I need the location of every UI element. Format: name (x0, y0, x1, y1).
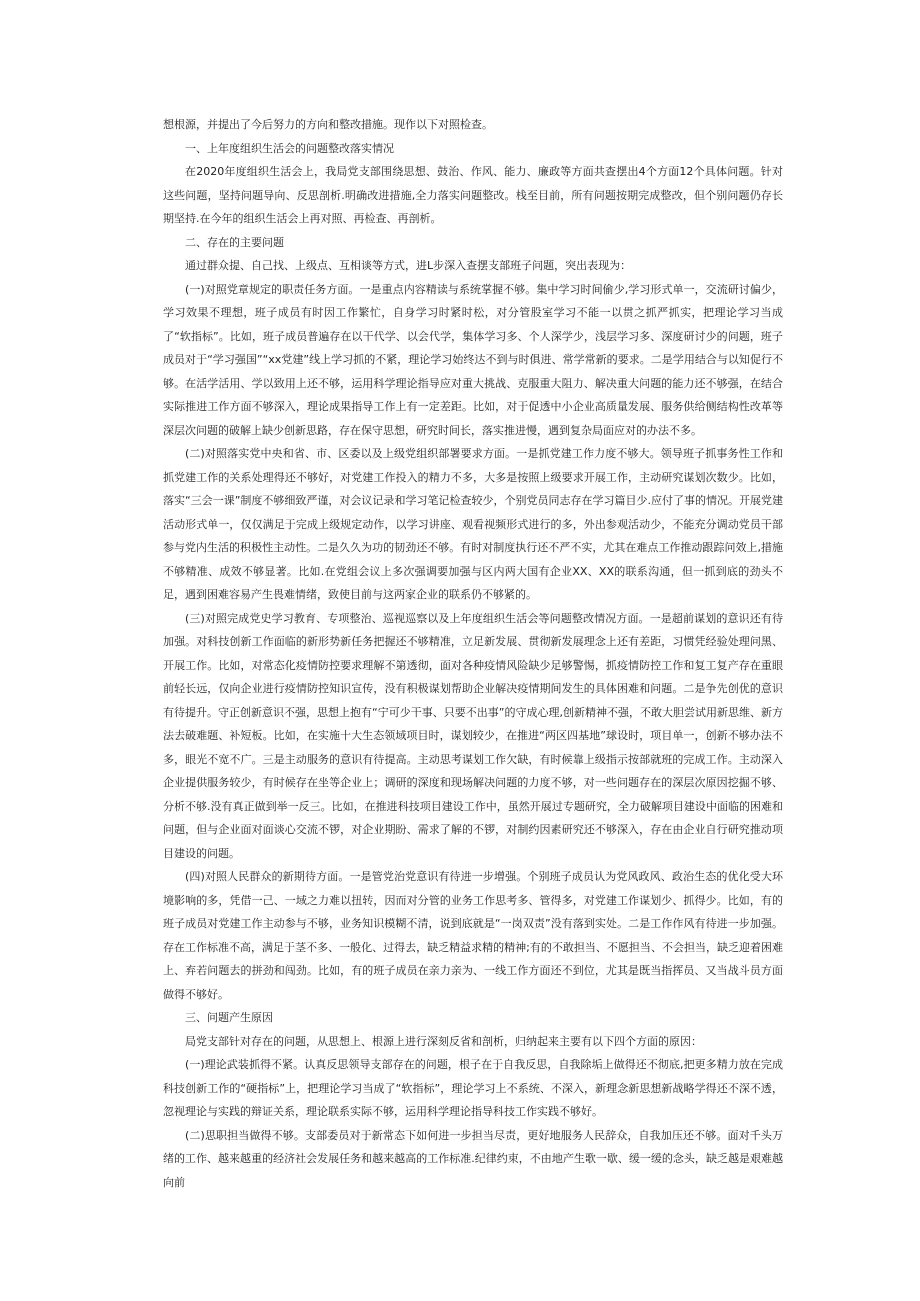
paragraph-cause-2: (二)思职担当做得不够。支部委员对于新常态下如何进一步担当尽责，更好地服务人民辞众，自我加压还不够。面对千头万绪的工作、越来越重的经济社会发展任务和越来越高的工作标准.纪律约束，不由地产生歌一歇、缓一缓的念头，缺乏越是艰难越向前 (163, 1128, 783, 1189)
paragraph-last-year-rectification: 在2020年度组织生活会上，我局党支部围绕思想、鼓治、作风、能力、廉政等方面共查摆出4个方面12个具体问题。针对这些问题，坚持问题导向、反思剖析.明确改进措施,全力落实问题整改。栈至目前，所有问题按期完成整改，但个别问题仍存长期坚持.在今年的组织生活会上再对照、再检查、再剖析。 (163, 165, 783, 225)
section-heading-3: 三、问题产生原因 (185, 1011, 273, 1024)
paragraph-problems-intro: 通过群众提、自己找、上级点、互相谈等方式，进L步深入查摆支部班子问题，突出表现为： (185, 259, 632, 272)
paragraph-problem-4: (四)对照人民群众的新期待方面。一是管党治党意识有待进一步增强。个别班子成员认为党风政风、政治生态的优化受大环境影响的多，凭借一己、一域之力难以扭转，因而对分管的业务工作思考多、管得多，对党建工作谋划少、抓得少。比如，有的班子成员对党建工作主动参与不够，业务知识模糊不清，说到底就是“一岗双责”没有落到实处。二是工作作风有待进一步加强。存在工作标准不高，满足于茎不多、一般化、过得去，缺乏精益求精的精神;有的不敢担当、不愿担当、不会担当，缺乏迎着困难上、弃若问题去的拼劲和闯劲。比如，有的班子成员在亲力亲为、一线工作方面还不到位，尤其是既当指挥员、又当战斗员方面做得不够好。 (163, 870, 783, 1001)
paragraph-problem-3: (三)对照完成党史学习教育、专项整治、巡视巡察以及上年度组织生活会等问题整改情况方面。一是超前谋划的意识还有待加强。对科技创新工作面临的新形势新任务把握还不够精准，立足新发展、贯彻新发展理念上还有差距，习惯凭经验处理问黑、开展工作。比如，对常态化疫情防控要求理解不第透彻，面对各种疫情风险缺少足够警惕，抓疫情防控工作和复工复产存在重眼前轻长远，仅向企业进行疫情防控知识宣传，没有积极谋划帮助企业解决疫情期间发生的具体困难和问题。二是争先创优的意识有待提升。守正创新意识不强，思想上抱有“宁可少干事、只要不出事”的守成心理,创新精神不强，不敢大胆尝试用新思维、新方法去破难题、补短板。比如，在实施十大生态领域项目时，谋划较少，在推进“两区四基地”球设时，项目单一，创新不够办法不多，眼光不宽不广。三是主动服务的意识有待提高。主动思考谋划工作欠缺，有时候靠上级指示按部就班的完成工作。主动深入企业提供服务较少，有时候存在坐等企业上；调研的深度和现场解决问题的力度不够，对一些问题存在的深层次原因挖掘不够、分析不够.没有真正做到举一反三。比如，在推进科技项目建设工作中，虽然开展过专题研究，全力破解项目建设中面临的困难和问题，但与企业面对面谈心交流不锣，对企业期盼、需求了解的不锣，对制约因素研究还不够深入，存在由企业自行研究推动项目建设的问题。 (163, 611, 783, 860)
section-heading-1: 一、上年度组织生活会的问题整改落实情况 (185, 141, 394, 155)
paragraph-intro-tail: 想根源，并提出了今后努力的方向和整改措施。现作以下对照检查。 (163, 118, 493, 131)
paragraph-cause-1: (一)理论武装抓得不紧。认真反思领导支部存在的问题，根子在于自我反思，自我除垢上做得还不彻底,把更多精力放在完成科技创新工作的“硬指标”上，把理论学习当成了“软指标”，理论学习上不系统、不深入，新理念新思想新战略学得还不深不透，忽视理论与实践的辩证关系，理论联系实际不够，运用科学理论指导科技工作实践不够好。 (163, 1058, 783, 1118)
paragraph-problem-1: (一)对照党章规定的职责任务方面。一是重点内容精读与系统掌握不够。集中学习时间偷少,学习形式单一，交流研讨偏少，学习效果不理想，班子成员有时因工作繁忙，自身学习时紧时松，对分管股室学习不能一以贯之抓严抓实，把理论学习当成了“软指标”。比如，班子成员普遍存在以干代学、以会代学，集体学习多、个人深学少，浅层学习多、深度研讨少的问题，班子成员对于“学习强国”“xx党建”线上学习抓的不紧，理论学习始终达不到与时俱进、常学常新的要求。二是学用结合与以知促行不够。在活学活用、学以致用上还不够，运用科学理论指导应对重大挑战、克服重大阻力、解决重大问题的能力还不够强，在结合实际推进工作方面不够深入，理论成果指导工作上有一定差距。比如，对于促透中小企业高质量发展、服务供给侧结构性改革等深层次问题的破解上缺少创新思路，存在保守思想，研究时间长，落实推进慢，遇到复杂局面应对的办法不多。 (163, 282, 783, 437)
paragraph-problem-2: (二)对照落实党中央和省、市、区委以及上级党组织部署要求方面。一是抓党建工作力度不够大。领导班子抓事务性工作和抓党建工作的关系处理得还不够好，对党建工作投入的精力不多，大多是按照上级要求开展工作，主动研究谋划次数少。比如，落实“三会一课”制度不够细致严谨，对会议记录和学习笔记检查较少，个别党员同志存在学习篇目少.应付了事的情况。开展党建活动形式单一，仅仅满足于完成上级规定动作，以学习讲座、观看视频形式进行的多，外出参观活动少，不能充分调动党员干部参与党内生活的积极性主动性。二是久久为功的韧劲还不够。有时对制度执行还不严不实，尤其在难点工作推动跟踪问效上,措施不够精准、成效不够显著。比如.在党组会议上多次强调要加强与区内两大国有企业XX、XX的联系沟通，但一抓到底的劲头不足，遇到困难容易产生畏难情绪，致使目前与这两家企业的联系仍不够紧的。 (163, 447, 783, 601)
section-heading-2: 二、存在的主要问题 (185, 235, 284, 249)
document-body (163, 113, 783, 1194)
paragraph-causes-intro: 局党支部针对存在的问题，从思想上、根源上进行深刻反省和剖析，归纳起来主要有以下四个方面的原因： (185, 1034, 702, 1048)
